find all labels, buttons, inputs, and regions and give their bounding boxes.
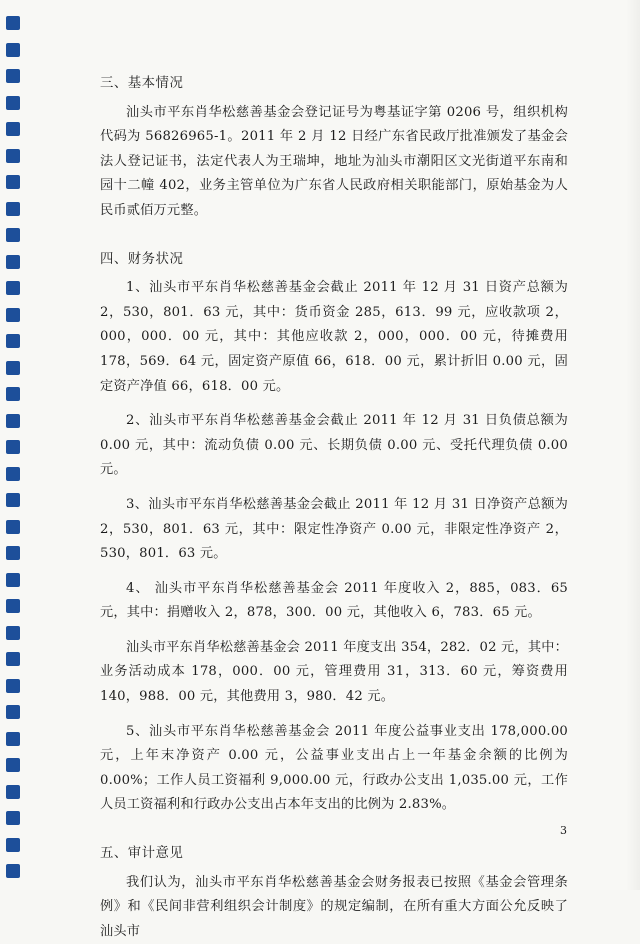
binding-hole <box>6 758 20 772</box>
financial-paragraph-income: 4、 汕头市平东肖华松慈善基金会 2011 年度收入 2，885，083．65 元，其中：捐赠收入 2，878，300．00 元，其他收入 6，783．65 元。 <box>100 580 568 621</box>
binding-hole <box>6 467 20 481</box>
binding-hole <box>6 334 20 348</box>
financial-paragraph-liabilities: 2、汕头市平东肖华松慈善基金会截止 2011 年 12 月 31 日负债总额为 0.00 元，其中：流动负债 0.00 元、长期负债 0.00 元、受托代理负债 0.00 元。 <box>100 413 568 478</box>
binding-hole <box>6 387 20 401</box>
binding-hole <box>6 149 20 163</box>
binding-hole <box>6 732 20 746</box>
financial-paragraph-expenses: 汕头市平东肖华松慈善基金会 2011 年度支出 354，282．02 元，其中：业务活动成本 178，000．00 元，管理费用 31，313．60 元，筹资费用 140，988．00 元，其他费用 3，980．42 元。 <box>100 639 568 705</box>
section-heading-basic-info: 三、基本情况 <box>100 76 184 91</box>
binding-hole <box>6 546 20 560</box>
binding-hole <box>6 175 20 189</box>
spiral-binding <box>0 0 26 890</box>
binding-hole <box>6 811 20 825</box>
binding-hole <box>6 16 20 30</box>
section-heading-audit-opinion: 五、审计意见 <box>100 846 184 862</box>
binding-hole <box>6 599 20 613</box>
financial-paragraph-assets: 1、汕头市平东肖华松慈善基金会截止 2011 年 12 月 31 日资产总额为 2，530，801．63 元，其中：货币资金 285，613．99 元，应收款项 2，000，000．00 元，其中：其他应收款 2，000，000．00 元，待摊费用 178，569．64 元，固定资产原值 66，618．00 元，累计折旧 0.00 元，固定资产净值 66，618．00 元。 <box>100 280 568 394</box>
binding-hole <box>6 202 20 216</box>
basic-info-paragraph: 汕头市平东肖华松慈善基金会登记证号为粤基证字第 0206 号，组织机构代码为 56826965-1。2011 年 2 月 12 日经广东省民政厅批准颁发了基金会法人登记证书，法定代表人为王瑞坤，地址为汕头市潮阳区文光街道平东南和园十二幢 402，业务主管单位为广东省人民政府相关职能部门，原始基金为人民币贰佰万元整。 <box>100 104 568 218</box>
document-body <box>100 72 568 944</box>
binding-hole <box>6 652 20 666</box>
binding-hole <box>6 626 20 640</box>
binding-hole <box>6 43 20 57</box>
section-heading-financial-status: 四、财务状况 <box>100 251 184 267</box>
binding-hole <box>6 281 20 295</box>
binding-hole <box>6 785 20 799</box>
binding-hole <box>6 69 20 83</box>
binding-hole <box>6 520 20 534</box>
audit-opinion-paragraph: 我们认为，汕头市平东肖华松慈善基金会财务报表已按照《基金会管理条例》和《民间非营利组织会计制度》的规定编制，在所有重大方面公允反映了汕头市 <box>100 874 568 939</box>
binding-hole <box>6 122 20 136</box>
binding-hole <box>6 493 20 507</box>
binding-hole <box>6 96 20 110</box>
page-number: 3 <box>560 824 567 837</box>
binding-hole <box>6 679 20 693</box>
binding-hole <box>6 228 20 242</box>
binding-hole <box>6 361 20 375</box>
binding-hole <box>6 440 20 454</box>
binding-hole <box>6 414 20 428</box>
binding-hole <box>6 308 20 322</box>
financial-paragraph-public-welfare: 5、汕头市平东肖华松慈善基金会 2011 年度公益事业支出 178,000.00 元，上年末净资产 0.00 元，公益事业支出占上一年基金余额的比例为 0.00%；工作人员工资福利 9,000.00 元，行政办公支出 1,035.00 元，工作人员工资福利和行政办公支出占本年支出的比例为 2.83%。 <box>100 723 568 813</box>
binding-hole <box>6 864 20 878</box>
binding-hole <box>6 838 20 852</box>
page-edge-shadow <box>626 0 640 890</box>
binding-hole <box>6 255 20 269</box>
binding-hole <box>6 705 20 719</box>
financial-paragraph-net-assets: 3、汕头市平东肖华松慈善基金会截止 2011 年 12 月 31 日净资产总额为 2，530，801．63 元，其中：限定性净资产 0.00 元，非限定性净资产 2，530，801．63 元。 <box>100 496 568 562</box>
binding-hole <box>6 573 20 587</box>
